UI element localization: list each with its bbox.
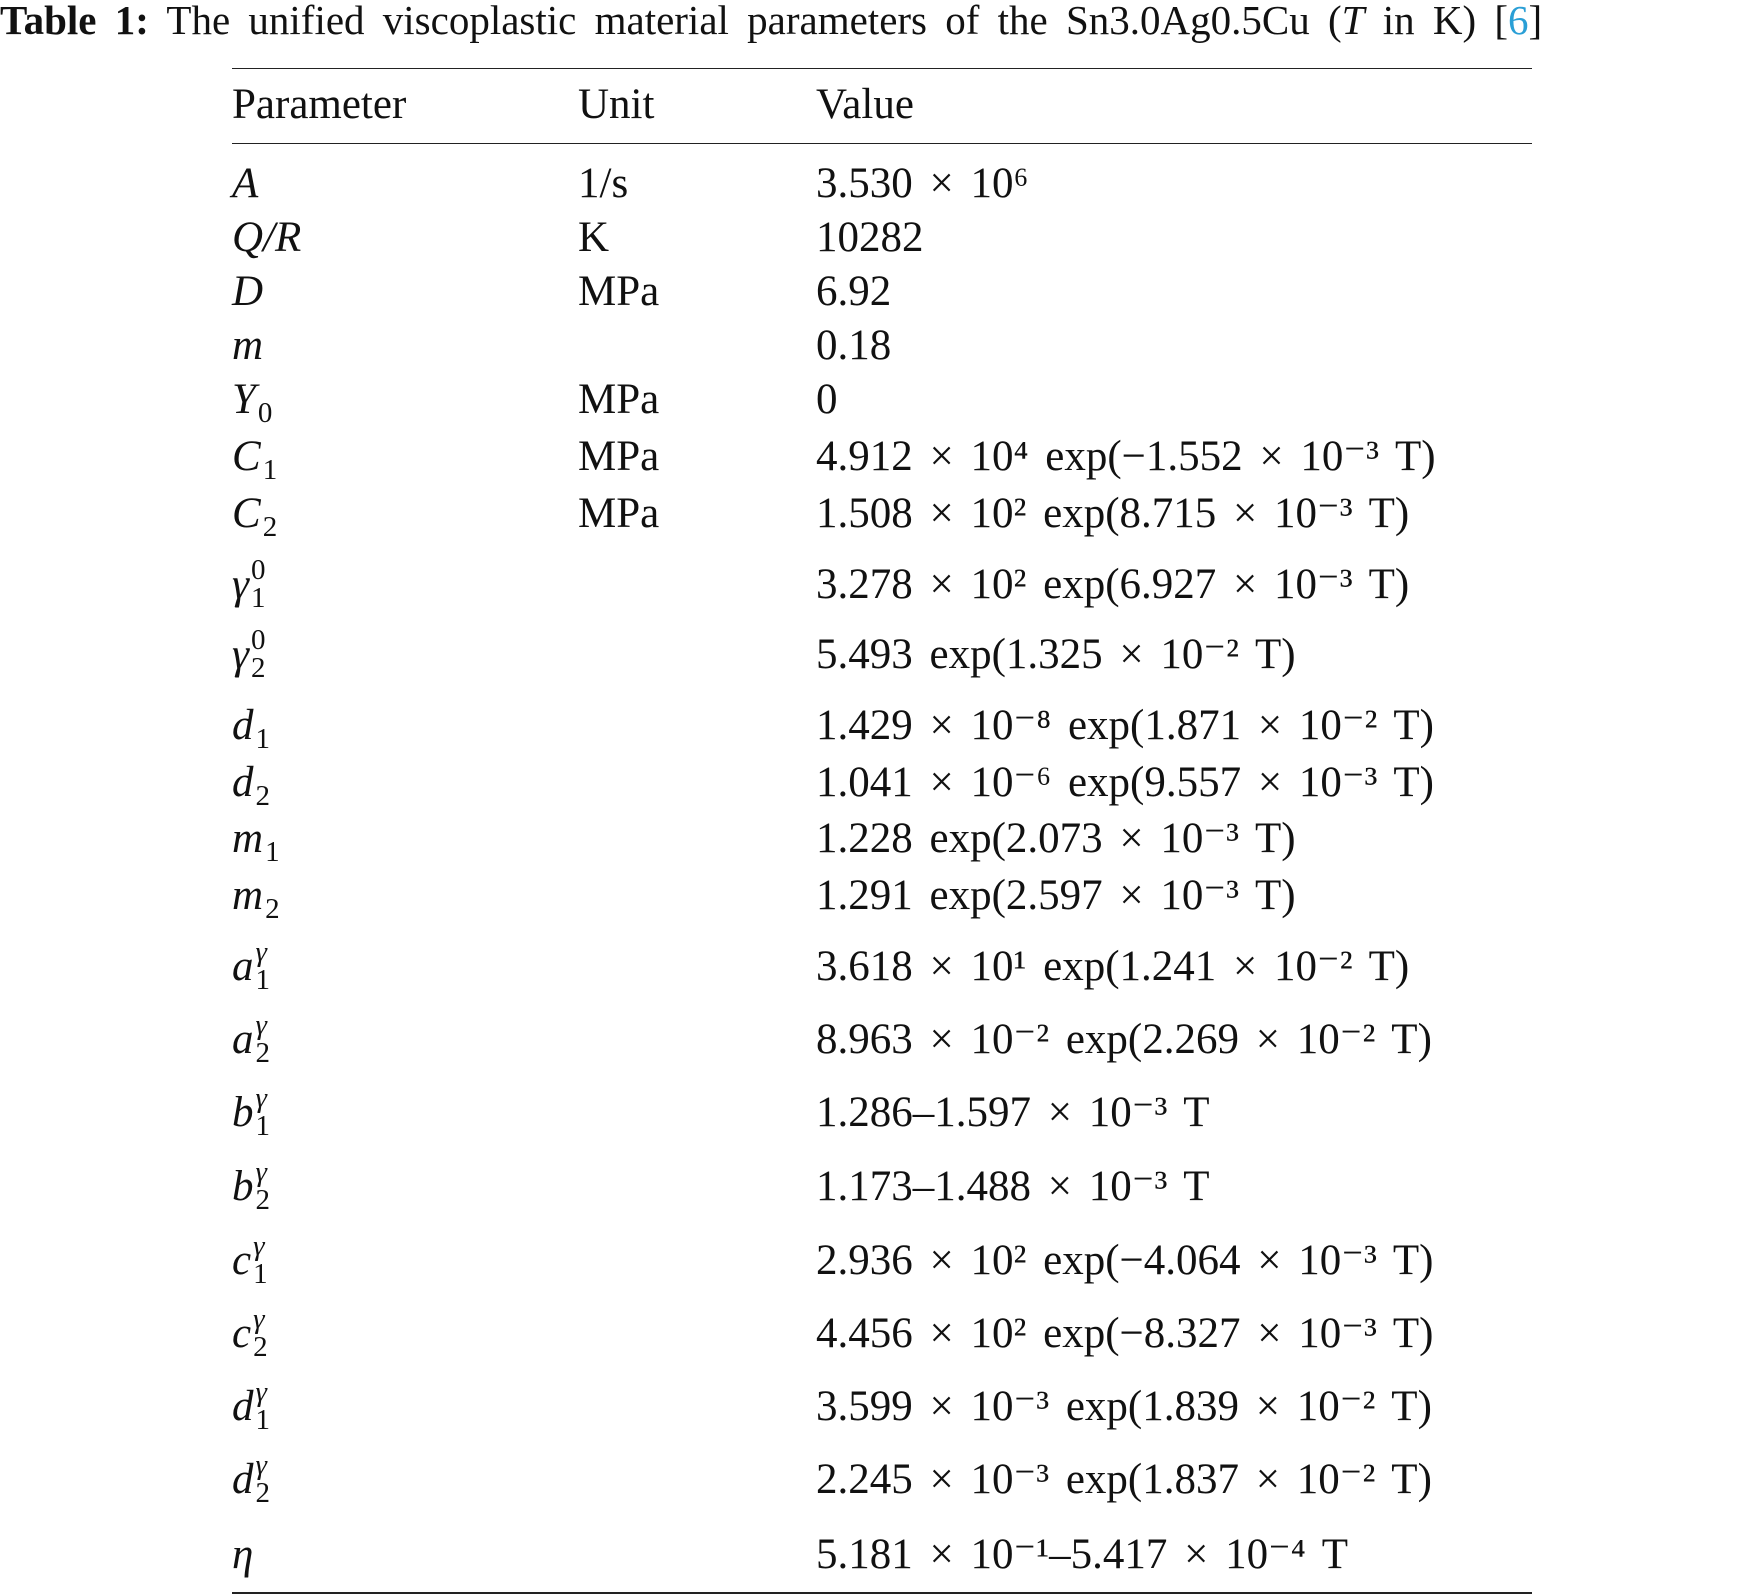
param-subscript: 2	[255, 780, 270, 812]
param-cell	[232, 1151, 270, 1221]
unit-cell: K	[578, 213, 610, 261]
param-symbol: Y	[232, 375, 256, 423]
bottom-rule	[232, 1592, 1532, 1594]
param-subscript: 1	[255, 964, 270, 996]
param-indices	[256, 1451, 271, 1507]
param-symbol: c	[232, 1236, 252, 1284]
param-indices	[251, 626, 266, 682]
param-cell	[232, 264, 263, 318]
param-cell	[232, 754, 270, 810]
table-row	[0, 619, 1763, 689]
param-superscript	[256, 697, 271, 725]
caption-text-after: in K) [	[1364, 0, 1509, 43]
param-superscript: 0	[250, 624, 266, 656]
table-row	[0, 1004, 1763, 1074]
param-superscript: γ	[255, 1082, 267, 1114]
table-row	[0, 1077, 1763, 1147]
table-caption	[0, 0, 1763, 46]
param-indices	[253, 1305, 268, 1361]
param-symbol: γ	[232, 560, 249, 608]
table-row	[0, 754, 1763, 810]
table-row	[0, 156, 1763, 210]
table-row	[0, 867, 1763, 923]
param-symbol: A	[232, 159, 259, 207]
param-cell	[232, 210, 301, 264]
param-cell	[232, 810, 280, 866]
param-indices	[251, 556, 266, 612]
value-cell: 4.456 × 10² exp(−8.327 × 10⁻³ T)	[816, 1310, 1434, 1357]
param-superscript	[265, 810, 280, 838]
table-row	[0, 428, 1763, 484]
table-row	[0, 810, 1763, 866]
value-cell: 3.599 × 10⁻³ exp(1.839 × 10⁻² T)	[816, 1383, 1432, 1430]
top-rule	[232, 68, 1532, 69]
param-subscript: 2	[255, 1184, 270, 1216]
param-superscript	[263, 428, 278, 456]
param-superscript: γ	[253, 1303, 265, 1335]
param-cell	[232, 1371, 270, 1441]
param-symbol: b	[232, 1088, 254, 1136]
caption-text-before: The unified viscoplastic material parameters of the Sn3.0Ag0.5Cu (	[166, 0, 1342, 43]
param-indices	[265, 810, 280, 866]
param-cell	[232, 619, 265, 689]
param-superscript	[258, 371, 273, 399]
value-cell: 4.912 × 10⁴ exp(−1.552 × 10⁻³ T)	[816, 433, 1436, 480]
param-subscript: 1	[262, 454, 278, 486]
param-subscript: 0	[257, 397, 273, 429]
param-subscript: 2	[255, 1477, 270, 1509]
table-row	[0, 372, 1763, 429]
param-subscript: 1	[255, 723, 270, 755]
table-row	[0, 1524, 1763, 1584]
param-cell	[232, 1444, 270, 1514]
param-symbol: d	[232, 1382, 254, 1430]
param-symbol: m	[232, 871, 264, 919]
param-cell	[232, 1004, 270, 1074]
unit-cell: 1/s	[578, 159, 629, 207]
param-superscript: 0	[250, 554, 266, 586]
table-row	[0, 318, 1763, 372]
param-indices	[256, 1011, 271, 1067]
param-subscript: 1	[265, 836, 280, 868]
value-cell: 0	[816, 375, 838, 423]
param-subscript: 1	[255, 1404, 270, 1436]
param-symbol: c	[232, 1309, 252, 1357]
value-cell: 3.618 × 10¹ exp(1.241 × 10⁻² T)	[816, 943, 1410, 990]
param-symbol: m	[232, 321, 264, 369]
param-cell	[232, 867, 280, 923]
value-cell: 10282	[816, 213, 924, 261]
table-row	[0, 1444, 1763, 1514]
header-parameter: Parameter	[232, 81, 407, 128]
param-symbol: a	[232, 942, 254, 990]
param-cell	[232, 485, 277, 541]
param-symbol: m	[232, 814, 264, 862]
header-rule	[232, 143, 1532, 144]
table-row	[0, 931, 1763, 1001]
unit-cell: MPa	[578, 432, 660, 480]
param-indices	[256, 1378, 271, 1434]
param-cell	[232, 697, 270, 753]
param-superscript	[256, 754, 271, 782]
param-symbol: Q/R	[232, 213, 302, 261]
value-cell: 1.173–1.488 × 10⁻³ T	[816, 1163, 1210, 1210]
param-cell	[232, 931, 270, 1001]
param-symbol: d	[232, 1455, 254, 1503]
param-cell	[232, 428, 277, 484]
param-superscript	[263, 485, 278, 513]
param-cell	[232, 1225, 268, 1295]
param-symbol: γ	[232, 630, 249, 678]
table-row	[0, 697, 1763, 753]
unit-cell: MPa	[578, 375, 660, 423]
param-indices	[265, 867, 280, 923]
header-unit: Unit	[578, 81, 655, 128]
param-cell	[232, 372, 273, 429]
value-cell: 1.291 exp(2.597 × 10⁻³ T)	[816, 872, 1296, 919]
param-superscript: γ	[255, 936, 267, 968]
value-cell: 1.508 × 10² exp(8.715 × 10⁻³ T)	[816, 490, 1410, 537]
param-subscript: 2	[250, 652, 266, 684]
table-row	[0, 1298, 1763, 1368]
param-symbol: D	[232, 267, 264, 315]
value-cell: 1.228 exp(2.073 × 10⁻³ T)	[816, 815, 1296, 862]
table-row	[0, 210, 1763, 264]
table-row	[0, 1151, 1763, 1221]
param-subscript: 2	[253, 1331, 268, 1363]
param-superscript: γ	[255, 1009, 267, 1041]
param-cell	[232, 318, 263, 372]
caption-italic-t: T	[1341, 0, 1365, 43]
param-indices	[256, 938, 271, 994]
unit-cell: MPa	[578, 267, 660, 315]
table-row	[0, 1225, 1763, 1295]
param-superscript: γ	[255, 1156, 267, 1188]
table-row	[0, 264, 1763, 318]
param-subscript: 1	[255, 1110, 270, 1142]
param-symbol: d	[232, 701, 254, 749]
value-cell: 3.530 × 10⁶	[816, 159, 1029, 207]
param-indices	[263, 485, 278, 541]
param-subscript: 2	[255, 1037, 270, 1069]
value-cell: 1.041 × 10⁻⁶ exp(9.557 × 10⁻³ T)	[816, 759, 1434, 806]
value-cell: 1.429 × 10⁻⁸ exp(1.871 × 10⁻² T)	[816, 702, 1434, 749]
param-indices	[253, 1232, 268, 1288]
param-superscript: γ	[255, 1376, 267, 1408]
param-symbol: C	[232, 432, 261, 480]
value-cell: 0.18	[816, 321, 892, 369]
param-symbol: a	[232, 1015, 254, 1063]
value-cell: 2.245 × 10⁻³ exp(1.837 × 10⁻² T)	[816, 1456, 1432, 1503]
param-superscript: γ	[253, 1230, 265, 1262]
param-superscript	[265, 867, 280, 895]
param-cell	[232, 1524, 253, 1584]
value-cell: 2.936 × 10² exp(−4.064 × 10⁻³ T)	[816, 1237, 1434, 1284]
param-indices	[263, 428, 278, 484]
param-indices	[256, 1158, 271, 1214]
value-cell: 5.181 × 10⁻¹–5.417 × 10⁻⁴ T	[816, 1531, 1349, 1578]
param-subscript: 2	[265, 893, 280, 925]
param-symbol: C	[232, 489, 261, 537]
value-cell: 3.278 × 10² exp(6.927 × 10⁻³ T)	[816, 561, 1410, 608]
param-subscript: 2	[262, 511, 278, 543]
citation-link[interactable]: 6	[1508, 0, 1529, 43]
param-cell	[232, 1298, 268, 1368]
param-indices	[256, 697, 271, 753]
table-row	[0, 549, 1763, 619]
unit-cell: MPa	[578, 489, 660, 537]
value-cell: 1.286–1.597 × 10⁻³ T	[816, 1089, 1210, 1136]
caption-label: Table 1:	[0, 0, 149, 43]
param-symbol: b	[232, 1162, 254, 1210]
param-cell	[232, 549, 265, 619]
param-subscript: 1	[250, 582, 266, 614]
param-cell	[232, 156, 258, 210]
value-cell: 5.493 exp(1.325 × 10⁻² T)	[816, 631, 1296, 678]
param-symbol: d	[232, 758, 254, 806]
value-cell: 8.963 × 10⁻² exp(2.269 × 10⁻² T)	[816, 1016, 1432, 1063]
param-cell	[232, 1077, 270, 1147]
table-row	[0, 485, 1763, 541]
param-superscript: γ	[255, 1449, 267, 1481]
table-row	[0, 1371, 1763, 1441]
header-value: Value	[816, 81, 914, 128]
value-cell: 6.92	[816, 267, 892, 315]
caption-close: ]	[1528, 0, 1543, 43]
param-indices	[256, 754, 271, 810]
param-symbol: η	[232, 1530, 254, 1578]
param-indices	[256, 1084, 271, 1140]
param-indices	[258, 371, 273, 427]
param-subscript: 1	[253, 1258, 268, 1290]
